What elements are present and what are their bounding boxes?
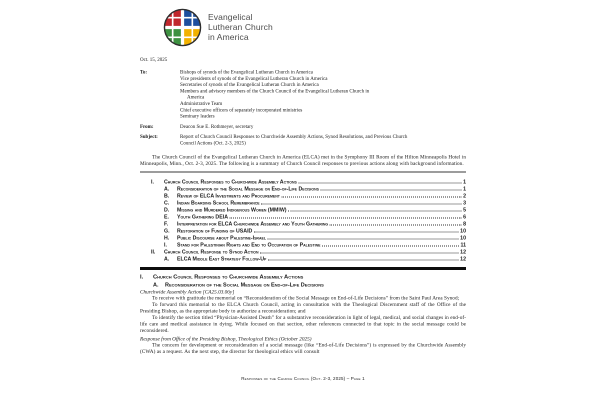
- toc-num: I.: [164, 241, 167, 248]
- dot-leader: [260, 252, 459, 253]
- body-paragraph: To forward this memorial to the ELCA Church Council, acting in consultation with the Theological Discernment staff of the Office of the Presiding Bishop, as the appropriate body to authorize a reconsideration; and: [140, 301, 466, 314]
- toc-label: Review of ELCA Investments and Procurement: [177, 192, 280, 199]
- toc-page: 10: [460, 234, 466, 241]
- toc-item: [140, 179, 466, 186]
- toc-page: 2: [463, 192, 466, 199]
- page-footer: Responses of the Church Council (Oct. 2-3, 2025) – Page 1: [241, 376, 365, 381]
- to-line: Bishops of synods of the Evangelical Lutheran Church in America: [180, 69, 313, 75]
- org-name-line1: Evangelical: [208, 12, 253, 22]
- to-line: Chief executive officers of separately incorporated ministries: [180, 107, 303, 113]
- body-paragraph: To receive with gratitude the memorial on “Reconsideration of the Social Message on End-of-Life Decisions” from the Saint Paul Area Synod;: [152, 295, 460, 301]
- toc-num: E.: [164, 213, 169, 220]
- toc-page: 6: [463, 213, 466, 220]
- to-label: To:: [140, 69, 148, 75]
- toc-label: Reconsideration of the Social Message on End-of-Life Decisions: [177, 185, 319, 192]
- toc-item: [140, 235, 466, 242]
- memo-to-row: [140, 70, 466, 120]
- toc-label: Missing and Murdered Indigenous Women (MMIW): [177, 206, 287, 213]
- toc-num: H.: [164, 234, 170, 241]
- dot-leader: [322, 245, 459, 246]
- toc-num: I.: [151, 178, 154, 185]
- body-paragraph: To identify the section titled “Physician-Assisted Death” for a substantive reconsideration in light of legal, medical, and social changes in end-of-life care and medical assistance in dying. While focused on that section, other references connected to that topic in the social message could be reconsidered.: [140, 315, 466, 334]
- toc-num: B.: [164, 192, 170, 199]
- toc-item: [140, 200, 466, 207]
- toc-page: 1: [463, 185, 466, 192]
- toc-num: G.: [164, 227, 170, 234]
- subsection-heading: [140, 282, 466, 288]
- toc-label: Stand for Palestinian Rights and End to Occupation of Palestine: [177, 241, 321, 248]
- to-line: Secretaries of synods of the Evangelical Lutheran Church in America: [180, 82, 319, 88]
- memo-header: [140, 70, 466, 147]
- toc-label: Public Discourse about Palestine-Israel: [177, 234, 266, 241]
- toc-item: [140, 228, 466, 235]
- toc-page: 12: [460, 255, 466, 262]
- from-value: Deacon Sue E. Rothmeyer, secretary: [180, 123, 254, 130]
- subsection-title: Reconsideration of the Social Message on End-of-Life Decisions: [165, 281, 324, 288]
- toc-page: 10: [460, 227, 466, 234]
- toc-label: Interpretation for ELCA Churchwide Assembly and Youth Gathering: [177, 220, 329, 227]
- org-name-line3: in America: [208, 32, 249, 43]
- toc-page: 8: [463, 220, 466, 227]
- letterhead: [162, 7, 466, 48]
- dot-leader: [268, 259, 459, 260]
- toc-page: 1: [463, 178, 466, 185]
- to-line: Members and advisory members of the Church Council of the Evangelical Lutheran Church in America: [180, 88, 370, 101]
- dot-leader: [261, 203, 461, 204]
- assembly-action-heading: Churchwide Assembly Action [CA25.03.06y]: [140, 289, 235, 295]
- toc-item: [140, 221, 466, 228]
- intro-paragraph: The Church Council of the Evangelical Lutheran Church in America (ELCA) met in the Symphony III Room of the Hilton Minneapolis Hotel in Minneapolis, Minn., Oct. 2-3, 2025. The following is a summary of Church Council responses to previous actions along with background information.: [140, 154, 466, 167]
- table-of-contents: [140, 179, 466, 263]
- toc-num: F.: [164, 220, 169, 227]
- divider-rule: [140, 171, 466, 173]
- section-heading: [140, 274, 466, 280]
- org-name-line2: Lutheran Church: [208, 22, 273, 32]
- from-label: From:: [140, 123, 154, 130]
- toc-item: [140, 249, 466, 256]
- subject-label: Subject:: [140, 134, 158, 140]
- memo-from-row: [140, 124, 466, 130]
- section-number: I.: [140, 273, 144, 280]
- dot-leader: [320, 189, 461, 190]
- dot-leader: [281, 196, 461, 197]
- toc-page: 12: [460, 248, 466, 255]
- page-content: [140, 0, 466, 355]
- section-divider-bar: [140, 267, 466, 270]
- toc-label: Indian Boarding School Remembrance: [177, 199, 260, 206]
- toc-label: Church Council Response to Synod Action: [164, 248, 259, 255]
- dot-leader: [267, 238, 458, 239]
- toc-label: Church Council Responses to Churchwide Assembly Actions: [164, 178, 297, 185]
- section-title: Church Council Responses to Churchwide Assembly Actions: [153, 273, 304, 280]
- to-line: Seminary leaders: [180, 113, 215, 120]
- toc-page: 3: [463, 199, 466, 206]
- response-heading: Response from Office of the Presiding Bishop, Theological Ethics (October 2025): [140, 336, 312, 343]
- toc-page: 11: [460, 241, 466, 248]
- dot-leader: [288, 210, 462, 211]
- toc-item: [140, 186, 466, 193]
- toc-num: II.: [151, 248, 156, 255]
- dot-leader: [298, 182, 461, 183]
- subject-value: Report of Church Council Responses to Churchwide Assembly Actions, Synod Resolutions, and Previous Church Council Actions (Oct. 2-3, 2025): [180, 134, 408, 146]
- toc-label: Youth Gathering DEIA: [177, 213, 228, 220]
- toc-num: D.: [164, 206, 170, 213]
- dot-leader: [254, 231, 459, 232]
- toc-item: [140, 193, 466, 200]
- toc-item: [140, 214, 466, 221]
- elca-logo-icon: [162, 7, 203, 48]
- to-line: Vice presidents of synods of the Evangelical Lutheran Church in America: [180, 75, 328, 82]
- toc-item: [140, 256, 466, 263]
- org-wordmark: [208, 12, 273, 42]
- memo-date: Oct. 15, 2025: [140, 57, 168, 63]
- toc-num: A.: [164, 185, 170, 192]
- toc-label: ELCA Middle East Strategy Follow-Up: [177, 255, 267, 262]
- toc-num: C.: [164, 199, 170, 206]
- memo-subject-row: [140, 134, 466, 147]
- body-paragraph: The concern for development or reconsideration of a social message (like “End-of-Life Decisions”) is expressed by the Churchwide Assembly (CWA) as a request. As the next step, the director for theological ethics will consult: [140, 342, 466, 355]
- toc-item: [140, 242, 466, 249]
- toc-label: Restoration of Funding of USAID: [177, 227, 253, 234]
- toc-item: [140, 207, 466, 214]
- to-line: Administrative Team: [180, 100, 223, 107]
- toc-num: A.: [164, 255, 170, 262]
- to-recipients: [180, 70, 420, 120]
- dot-leader: [229, 217, 461, 218]
- toc-page: 5: [463, 206, 466, 213]
- dot-leader: [330, 224, 462, 225]
- subsection-number: A.: [153, 281, 159, 288]
